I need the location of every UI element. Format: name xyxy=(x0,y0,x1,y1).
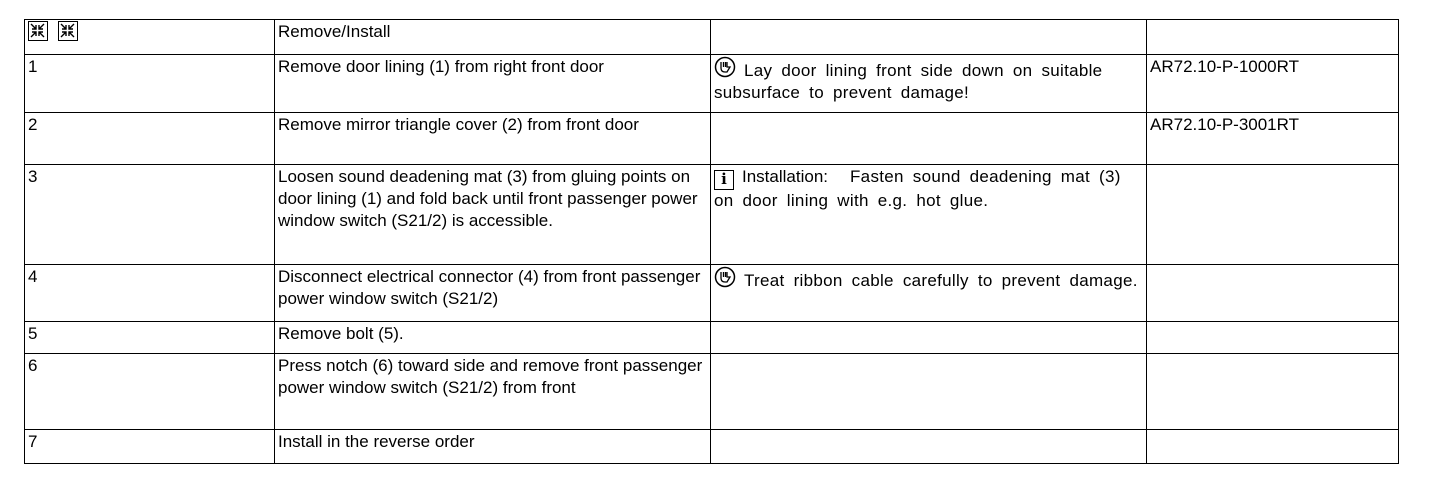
step-number: 3 xyxy=(25,165,275,265)
step-note-empty xyxy=(711,430,1147,464)
step-note xyxy=(711,55,1147,113)
step-text: Install in the reverse order xyxy=(275,430,711,464)
step-number: 5 xyxy=(25,322,275,354)
step-reference-empty xyxy=(1147,265,1399,322)
step-text: Remove bolt (5). xyxy=(275,322,711,354)
step-reference-link[interactable]: AR72.10-P-1000RT xyxy=(1147,55,1399,113)
step-text: Press notch (6) toward side and remove front passenger power window switch (S21/2) from front xyxy=(275,354,711,430)
caution-hand-icon xyxy=(714,266,736,288)
header-icons-cell xyxy=(25,20,275,55)
collapse-arrows-icon[interactable] xyxy=(58,21,78,41)
table-row xyxy=(25,430,1399,464)
step-number: 7 xyxy=(25,430,275,464)
step-note-empty xyxy=(711,322,1147,354)
header-empty-cell xyxy=(1147,20,1399,55)
step-number: 2 xyxy=(25,113,275,165)
step-note-empty xyxy=(711,354,1147,430)
note-text: Fasten sound deadening mat (3) on door lining with e.g. hot glue. xyxy=(714,167,1121,210)
note-text: Treat ribbon cable carefully to prevent damage. xyxy=(744,271,1138,290)
table-row xyxy=(25,113,1399,165)
table-row xyxy=(25,55,1399,113)
header-empty-cell xyxy=(711,20,1147,55)
step-reference-empty xyxy=(1147,430,1399,464)
collapse-arrows-icon[interactable] xyxy=(28,21,48,41)
step-note xyxy=(711,165,1147,265)
step-number: 6 xyxy=(25,354,275,430)
step-reference-empty xyxy=(1147,322,1399,354)
header-title: Remove/Install xyxy=(275,20,711,55)
step-text: Remove door lining (1) from right front door xyxy=(275,55,711,113)
table-row xyxy=(25,265,1399,322)
step-note xyxy=(711,265,1147,322)
info-icon: i xyxy=(714,170,734,190)
step-reference-empty xyxy=(1147,354,1399,430)
caution-hand-icon xyxy=(714,56,736,78)
table-row xyxy=(25,354,1399,430)
step-reference-link[interactable]: AR72.10-P-3001RT xyxy=(1147,113,1399,165)
step-number: 1 xyxy=(25,55,275,113)
step-number: 4 xyxy=(25,265,275,322)
table-row xyxy=(25,165,1399,265)
step-note-empty xyxy=(711,113,1147,165)
note-text: Lay door lining front side down on suitable subsurface to prevent damage! xyxy=(714,61,1103,102)
step-reference-empty xyxy=(1147,165,1399,265)
step-text: Disconnect electrical connector (4) from front passenger power window switch (S21/2) xyxy=(275,265,711,322)
table-header-row xyxy=(25,20,1399,55)
procedure-table xyxy=(24,19,1399,464)
table-row xyxy=(25,322,1399,354)
step-text: Loosen sound deadening mat (3) from gluing points on door lining (1) and fold back until front passenger power window switch (S21/2) is accessible. xyxy=(275,165,711,265)
note-label: Installation: xyxy=(742,167,828,186)
step-text: Remove mirror triangle cover (2) from front door xyxy=(275,113,711,165)
